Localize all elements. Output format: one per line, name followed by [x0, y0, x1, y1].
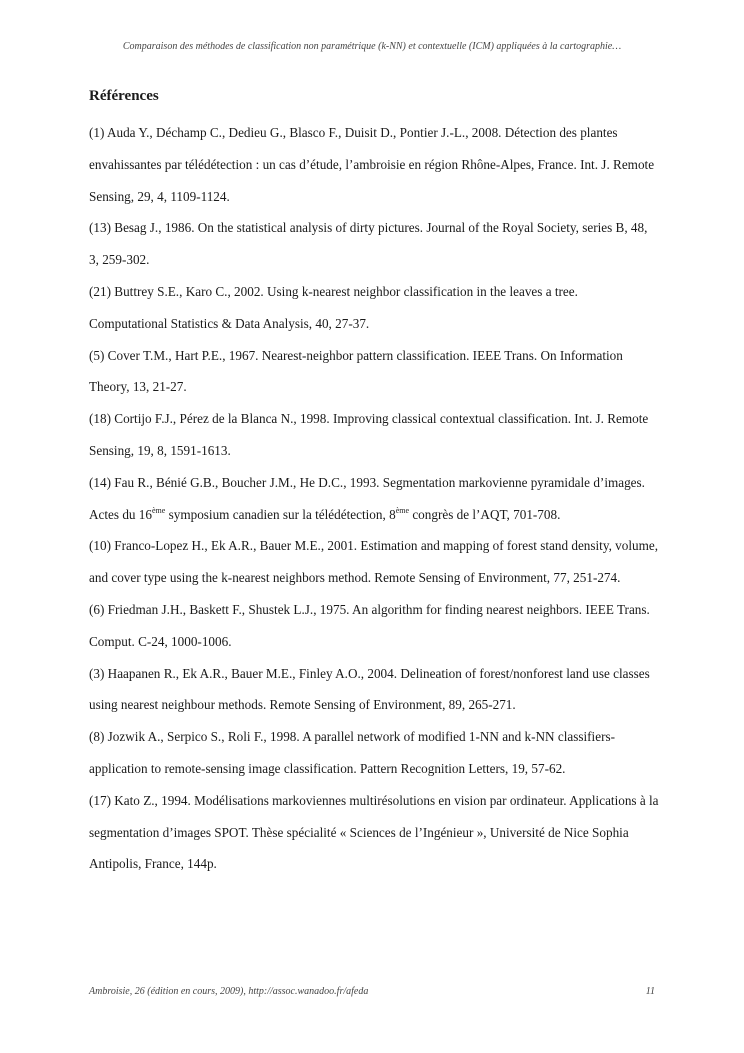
reference-item: (17) Kato Z., 1994. Modélisations markoviennes multirésolutions en vision par ordinateur. Applications à la segmentation d’images SPOT. Thèse spécialité « Sciences de l’Ingénieur », Université de Nice Sophia Antipolis, France, 144p. [89, 792, 659, 872]
reference-item: (3) Haapanen R., Ek A.R., Bauer M.E., Finley A.O., 2004. Delineation of forest/nonforest land use classes using nearest neighbour methods. Remote Sensing of Environment, 89, 265-271. [89, 665, 650, 713]
reference-item-fau [89, 467, 659, 531]
reference-item: (10) Franco-Lopez H., Ek A.R., Bauer M.E., 2001. Estimation and mapping of forest stand density, volume, and cover type using the k-nearest neighbors method. Remote Sensing of Environment, 77, 251-274. [89, 538, 659, 586]
reference-item: (18) Cortijo F.J., Pérez de la Blanca N., 1998. Improving classical contextual classification. Int. J. Remote Sensing, 19, 8, 1591-1613. [89, 411, 649, 458]
page-number: 11 [645, 986, 655, 997]
reference-item: (1) Auda Y., Déchamp C., Dedieu G., Blasco F., Duisit D., Pontier J.-L., 2008. Détection des plantes envahissantes par télédétection : un cas d’étude, l’ambroisie en région Rhône-Alpes, France. Int. J. Remote Sensing, 29, 4, 1109-1124. [89, 125, 655, 204]
page-footer [89, 986, 655, 997]
footer-source: Ambroisie, 26 (édition en cours, 2009), http://assoc.wanadoo.fr/afeda [89, 986, 369, 997]
section-title: Références [89, 88, 159, 104]
reference-text: congrès de l’AQT, 701-708. [409, 506, 561, 522]
reference-item: (5) Cover T.M., Hart P.E., 1967. Nearest-neighbor pattern classification. IEEE Trans. On Information Theory, 13, 21-27. [89, 347, 623, 395]
reference-item: (6) Friedman J.H., Baskett F., Shustek L.J., 1975. An algorithm for finding nearest neighbors. IEEE Trans. Comput. C-24, 1000-1006. [89, 601, 650, 649]
reference-item: (13) Besag J., 1986. On the statistical analysis of dirty pictures. Journal of the Royal Society, series B, 48, 3, 259-302. [89, 220, 648, 268]
reference-text: (14) Fau R., Bénié G.B., Boucher J.M., He D.C., 1993. Segmentation markovienne pyramidale d’images. Actes du 16 [89, 474, 645, 522]
reference-text: symposium canadien sur la télédétection, 8 [165, 506, 396, 522]
running-header: Comparaison des méthodes de classification non paramétrique (k-NN) et contextuelle (ICM) appliquées à la cartographie… [122, 41, 622, 52]
superscript: ème [395, 505, 410, 515]
reference-item: (21) Buttrey S.E., Karo C., 2002. Using k-nearest neighbor classification in the leaves a tree. Computational Statistics & Data Analysis, 40, 27-37. [89, 283, 578, 331]
superscript: ème [152, 505, 166, 515]
reference-item: (8) Jozwik A., Serpico S., Roli F., 1998. A parallel network of modified 1-NN and k-NN classifiers-application to remote-sensing image classification. Pattern Recognition Letters, 19, 57-62. [89, 729, 615, 776]
reference-list [89, 117, 659, 880]
